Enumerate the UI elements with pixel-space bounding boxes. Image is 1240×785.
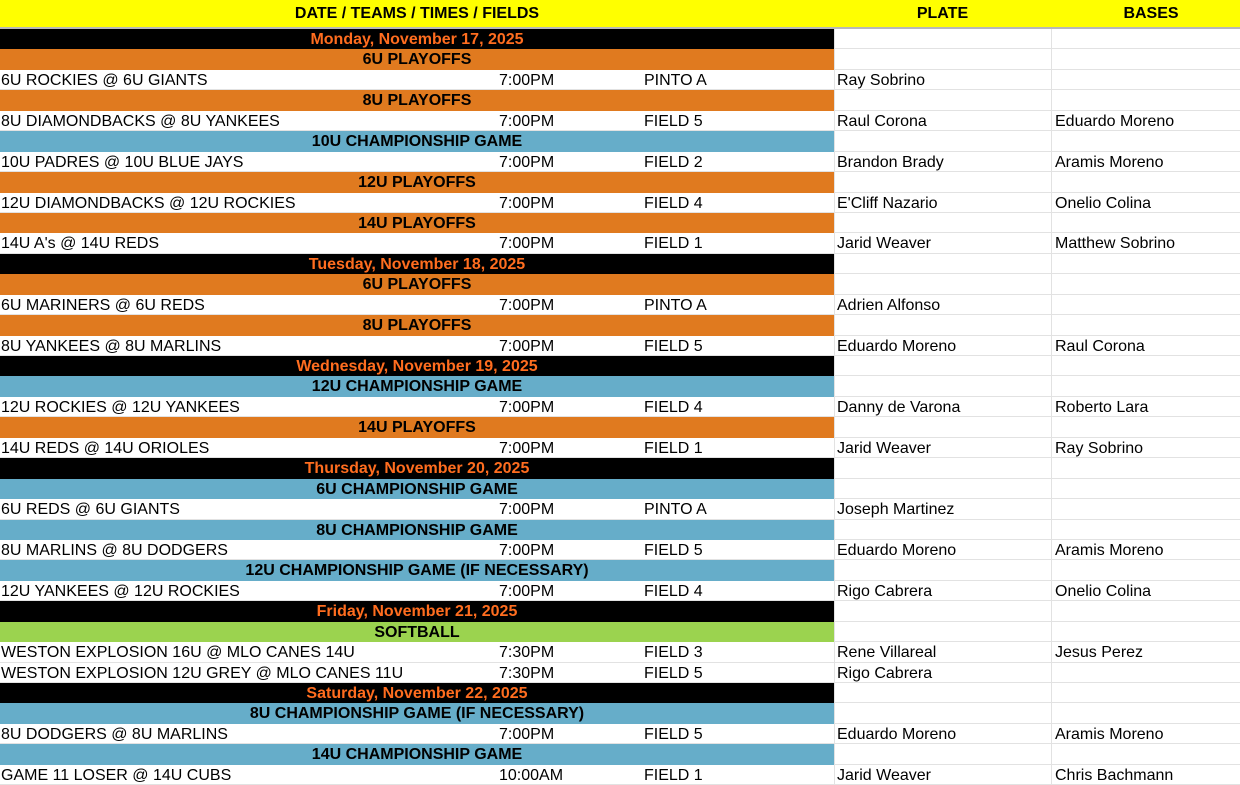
column-gridline [1051, 356, 1052, 376]
teams-cell[interactable]: WESTON EXPLOSION 12U GREY @ MLO CANES 11U [1, 664, 404, 682]
plate-cell[interactable]: Eduardo Moreno [837, 725, 957, 743]
column-gridline [1051, 581, 1052, 600]
division-heading-row [0, 315, 1240, 335]
division-heading[interactable]: 6U PLAYOFFS [0, 274, 834, 294]
teams-cell[interactable]: 6U REDS @ 6U GIANTS [1, 501, 180, 519]
teams-cell[interactable]: 8U MARLINS @ 8U DODGERS [1, 541, 228, 559]
column-gridline [1051, 458, 1052, 478]
teams-cell[interactable]: 12U ROCKIES @ 12U YANKEES [1, 398, 240, 416]
plate-cell[interactable]: Eduardo Moreno [837, 541, 957, 559]
game-row [0, 336, 1240, 356]
division-heading[interactable]: SOFTBALL [0, 622, 834, 642]
column-gridline [1051, 765, 1052, 784]
column-gridline [834, 540, 835, 559]
column-gridline [834, 213, 835, 233]
schedule-rows [0, 29, 1240, 785]
date-heading-row [0, 601, 1240, 621]
column-gridline [1051, 315, 1052, 335]
date-heading-row [0, 29, 1240, 49]
division-heading-row [0, 49, 1240, 69]
field-cell[interactable]: FIELD 3 [644, 644, 703, 662]
bases-cell[interactable]: Aramis Moreno [1055, 153, 1164, 171]
date-heading-row [0, 683, 1240, 703]
division-heading-row [0, 417, 1240, 437]
bases-cell[interactable]: Matthew Sobrino [1055, 235, 1176, 253]
date-heading[interactable]: Saturday, November 22, 2025 [0, 683, 834, 703]
date-heading[interactable]: Tuesday, November 18, 2025 [0, 254, 834, 274]
empty-official-cells [834, 601, 1240, 621]
header-bases[interactable]: BASES [1123, 5, 1179, 22]
division-heading[interactable]: 8U CHAMPIONSHIP GAME (IF NECESSARY) [0, 703, 834, 723]
field-cell[interactable]: FIELD 4 [644, 398, 703, 416]
column-gridline [834, 499, 835, 518]
plate-cell[interactable]: Jarid Weaver [837, 766, 931, 784]
plate-cell[interactable]: Rigo Cabrera [837, 664, 933, 682]
date-heading[interactable]: Monday, November 17, 2025 [0, 29, 834, 49]
field-cell[interactable]: FIELD 5 [644, 541, 703, 559]
teams-cell[interactable]: 8U DODGERS @ 8U MARLINS [1, 725, 228, 743]
time-cell[interactable]: 7:00PM [499, 235, 555, 253]
division-heading[interactable]: 14U CHAMPIONSHIP GAME [0, 744, 834, 764]
division-heading[interactable]: 12U CHAMPIONSHIP GAME (IF NECESSARY) [0, 560, 834, 580]
empty-official-cells [834, 213, 1240, 233]
plate-cell[interactable]: Ray Sobrino [837, 71, 926, 89]
time-cell[interactable]: 7:00PM [499, 398, 555, 416]
column-gridline [1051, 540, 1052, 559]
division-heading-row [0, 172, 1240, 192]
date-heading-row [0, 254, 1240, 274]
column-gridline [1051, 417, 1052, 437]
teams-cell[interactable]: 8U YANKEES @ 8U MARLINS [1, 337, 222, 355]
column-gridline [1051, 295, 1052, 314]
bases-cell[interactable]: Onelio Colina [1055, 194, 1152, 212]
division-heading-row [0, 520, 1240, 540]
empty-official-cells [834, 131, 1240, 151]
teams-cell[interactable]: 14U REDS @ 14U ORIOLES [1, 439, 210, 457]
bases-cell[interactable]: Roberto Lara [1055, 398, 1149, 416]
column-gridline [1051, 172, 1052, 192]
time-cell[interactable]: 7:00PM [499, 439, 555, 457]
column-gridline [1051, 376, 1052, 396]
empty-official-cells [834, 29, 1240, 49]
division-heading-row [0, 703, 1240, 723]
game-row [0, 663, 1240, 683]
field-cell[interactable]: FIELD 1 [644, 235, 703, 253]
field-cell[interactable]: FIELD 4 [644, 194, 703, 212]
division-heading-row [0, 560, 1240, 580]
division-heading[interactable]: 6U CHAMPIONSHIP GAME [0, 479, 834, 499]
column-gridline [1051, 90, 1052, 110]
column-gridline [1051, 111, 1052, 130]
column-gridline [834, 356, 835, 376]
column-gridline [1051, 601, 1052, 621]
column-gridline [834, 417, 835, 437]
column-gridline [834, 724, 835, 743]
division-heading[interactable]: 12U PLAYOFFS [0, 172, 834, 192]
column-gridline [834, 765, 835, 784]
teams-cell[interactable]: 10U PADRES @ 10U BLUE JAYS [1, 153, 244, 171]
field-cell[interactable]: FIELD 1 [644, 439, 703, 457]
field-cell[interactable]: FIELD 2 [644, 153, 703, 171]
teams-cell[interactable]: 14U A's @ 14U REDS [1, 235, 160, 253]
column-gridline [834, 438, 835, 457]
game-row [0, 581, 1240, 601]
field-cell[interactable]: PINTO A [644, 296, 707, 314]
column-gridline [1051, 622, 1052, 642]
bases-cell[interactable]: Chris Bachmann [1055, 766, 1174, 784]
plate-cell[interactable]: Jarid Weaver [837, 439, 931, 457]
time-cell[interactable]: 7:00PM [499, 725, 555, 743]
column-gridline [834, 152, 835, 171]
column-gridline [834, 90, 835, 110]
column-gridline [834, 376, 835, 396]
empty-official-cells [834, 315, 1240, 335]
game-row [0, 233, 1240, 253]
column-gridline [834, 254, 835, 274]
field-cell[interactable]: FIELD 5 [644, 664, 703, 682]
time-cell[interactable]: 7:00PM [499, 541, 555, 559]
column-gridline [834, 703, 835, 723]
field-cell[interactable]: FIELD 5 [644, 725, 703, 743]
division-heading-row [0, 622, 1240, 642]
time-cell[interactable]: 7:00PM [499, 153, 555, 171]
game-row [0, 765, 1240, 785]
column-gridline [834, 560, 835, 580]
game-row [0, 111, 1240, 131]
empty-official-cells [834, 703, 1240, 723]
column-gridline [834, 642, 835, 661]
column-gridline [834, 622, 835, 642]
bases-cell[interactable] [1055, 70, 1240, 90]
empty-official-cells [834, 254, 1240, 274]
division-heading[interactable]: 8U PLAYOFFS [0, 90, 834, 110]
column-gridline [834, 111, 835, 130]
column-gridline [1051, 274, 1052, 294]
bases-cell[interactable]: Aramis Moreno [1055, 541, 1164, 559]
header-plate[interactable]: PLATE [916, 5, 969, 22]
field-cell[interactable]: FIELD 4 [644, 582, 703, 600]
division-heading[interactable]: 14U PLAYOFFS [0, 417, 834, 437]
division-heading-row [0, 744, 1240, 764]
column-gridline [1051, 642, 1052, 661]
time-cell[interactable]: 7:00PM [499, 296, 555, 314]
bases-cell[interactable] [1055, 295, 1240, 315]
column-gridline [1051, 193, 1052, 212]
empty-official-cells [834, 376, 1240, 396]
game-row [0, 152, 1240, 172]
header-row [0, 0, 1240, 29]
plate-cell[interactable]: E'Cliff Nazario [837, 194, 938, 212]
plate-cell[interactable]: Danny de Varona [837, 398, 961, 416]
division-heading[interactable]: 6U PLAYOFFS [0, 49, 834, 69]
column-gridline [834, 233, 835, 252]
empty-official-cells [834, 744, 1240, 764]
plate-cell[interactable]: Rigo Cabrera [837, 582, 933, 600]
column-gridline [834, 458, 835, 478]
column-gridline [1051, 152, 1052, 171]
bases-cell[interactable]: Jesus Perez [1055, 644, 1144, 662]
field-cell[interactable]: FIELD 5 [644, 112, 703, 130]
division-heading-row [0, 131, 1240, 151]
game-row [0, 642, 1240, 662]
empty-official-cells [834, 49, 1240, 69]
game-row [0, 70, 1240, 90]
date-heading-row [0, 356, 1240, 376]
empty-official-cells [834, 172, 1240, 192]
column-gridline [1051, 438, 1052, 457]
game-row [0, 193, 1240, 213]
empty-official-cells [834, 479, 1240, 499]
bases-cell[interactable]: Raul Corona [1055, 337, 1145, 355]
column-gridline [1051, 29, 1052, 49]
column-gridline [1051, 233, 1052, 252]
division-heading-row [0, 213, 1240, 233]
column-gridline [1051, 744, 1052, 764]
teams-cell[interactable]: 8U DIAMONDBACKS @ 8U YANKEES [1, 112, 280, 130]
column-gridline [834, 601, 835, 621]
teams-cell[interactable]: 6U MARINERS @ 6U REDS [1, 296, 205, 314]
date-heading-row [0, 458, 1240, 478]
empty-official-cells [834, 356, 1240, 376]
column-gridline [1051, 499, 1052, 518]
date-heading[interactable]: Friday, November 21, 2025 [0, 601, 834, 621]
column-gridline [834, 193, 835, 212]
bases-cell[interactable] [1055, 499, 1240, 519]
division-heading[interactable]: 14U PLAYOFFS [0, 213, 834, 233]
game-row [0, 438, 1240, 458]
plate-cell[interactable]: Joseph Martinez [837, 501, 955, 519]
plate-cell[interactable]: Brandon Brady [837, 153, 944, 171]
teams-cell[interactable]: GAME 11 LOSER @ 14U CUBS [1, 766, 232, 784]
bases-cell[interactable]: Onelio Colina [1055, 582, 1152, 600]
time-cell[interactable]: 7:00PM [499, 194, 555, 212]
column-gridline [834, 49, 835, 69]
column-gridline [1051, 520, 1052, 540]
column-gridline [1051, 479, 1052, 499]
field-cell[interactable]: PINTO A [644, 501, 707, 519]
column-gridline [834, 274, 835, 294]
game-row [0, 397, 1240, 417]
column-gridline [834, 663, 835, 682]
column-gridline [1051, 724, 1052, 743]
time-cell[interactable]: 7:00PM [499, 71, 555, 89]
division-heading-row [0, 90, 1240, 110]
plate-cell[interactable]: Raul Corona [837, 112, 927, 130]
column-gridline [1051, 213, 1052, 233]
column-gridline [1051, 560, 1052, 580]
column-gridline [1051, 70, 1052, 89]
plate-cell[interactable]: Jarid Weaver [837, 235, 931, 253]
column-gridline [1051, 254, 1052, 274]
column-gridline [834, 315, 835, 335]
column-gridline [834, 397, 835, 416]
division-heading-row [0, 479, 1240, 499]
column-gridline [834, 744, 835, 764]
empty-official-cells [834, 622, 1240, 642]
teams-cell[interactable]: 6U ROCKIES @ 6U GIANTS [1, 71, 208, 89]
game-row [0, 295, 1240, 315]
bases-cell[interactable]: Ray Sobrino [1055, 439, 1144, 457]
field-cell[interactable]: FIELD 1 [644, 766, 703, 784]
division-heading-row [0, 376, 1240, 396]
header-date-teams-times-fields[interactable]: DATE / TEAMS / TIMES / FIELDS [294, 5, 540, 22]
column-gridline [834, 29, 835, 49]
column-gridline [834, 520, 835, 540]
empty-official-cells [834, 520, 1240, 540]
column-gridline [1051, 49, 1052, 69]
column-gridline [834, 131, 835, 151]
column-gridline [1051, 663, 1052, 682]
division-heading[interactable]: 8U PLAYOFFS [0, 315, 834, 335]
plate-cell[interactable]: Adrien Alfonso [837, 296, 941, 314]
time-cell[interactable]: 7:30PM [499, 664, 555, 682]
column-gridline [1051, 397, 1052, 416]
time-cell[interactable]: 7:00PM [499, 501, 555, 519]
division-heading[interactable]: 12U CHAMPIONSHIP GAME [0, 376, 834, 396]
field-cell[interactable]: FIELD 5 [644, 337, 703, 355]
empty-official-cells [834, 560, 1240, 580]
column-gridline [1051, 703, 1052, 723]
teams-cell[interactable]: WESTON EXPLOSION 16U @ MLO CANES 14U [1, 644, 355, 662]
column-gridline [1051, 683, 1052, 703]
division-heading[interactable]: 8U CHAMPIONSHIP GAME [0, 520, 834, 540]
column-gridline [834, 295, 835, 314]
empty-official-cells [834, 90, 1240, 110]
column-gridline [1051, 131, 1052, 151]
date-heading[interactable]: Thursday, November 20, 2025 [0, 458, 834, 478]
bases-cell[interactable] [1055, 663, 1240, 683]
empty-official-cells [834, 274, 1240, 294]
bases-cell[interactable]: Eduardo Moreno [1055, 112, 1175, 130]
bases-cell[interactable]: Aramis Moreno [1055, 725, 1164, 743]
game-row [0, 540, 1240, 560]
column-gridline [834, 172, 835, 192]
game-row [0, 724, 1240, 744]
time-cell[interactable]: 7:00PM [499, 337, 555, 355]
teams-cell[interactable]: 12U YANKEES @ 12U ROCKIES [1, 582, 240, 600]
plate-cell[interactable]: Eduardo Moreno [837, 337, 957, 355]
plate-cell[interactable]: Rene Villareal [837, 644, 937, 662]
column-gridline [834, 70, 835, 89]
field-cell[interactable]: PINTO A [644, 71, 707, 89]
empty-official-cells [834, 683, 1240, 703]
time-cell[interactable]: 7:30PM [499, 644, 555, 662]
empty-official-cells [834, 458, 1240, 478]
column-gridline [1051, 336, 1052, 355]
empty-official-cells [834, 417, 1240, 437]
teams-cell[interactable]: 12U DIAMONDBACKS @ 12U ROCKIES [1, 194, 296, 212]
column-gridline [834, 479, 835, 499]
column-gridline [834, 683, 835, 703]
time-cell[interactable]: 7:00PM [499, 112, 555, 130]
time-cell[interactable]: 7:00PM [499, 582, 555, 600]
column-gridline [834, 336, 835, 355]
division-heading[interactable]: 10U CHAMPIONSHIP GAME [0, 131, 834, 151]
game-row [0, 499, 1240, 519]
date-heading[interactable]: Wednesday, November 19, 2025 [0, 356, 834, 376]
column-gridline [834, 581, 835, 600]
division-heading-row [0, 274, 1240, 294]
time-cell[interactable]: 10:00AM [499, 766, 564, 784]
